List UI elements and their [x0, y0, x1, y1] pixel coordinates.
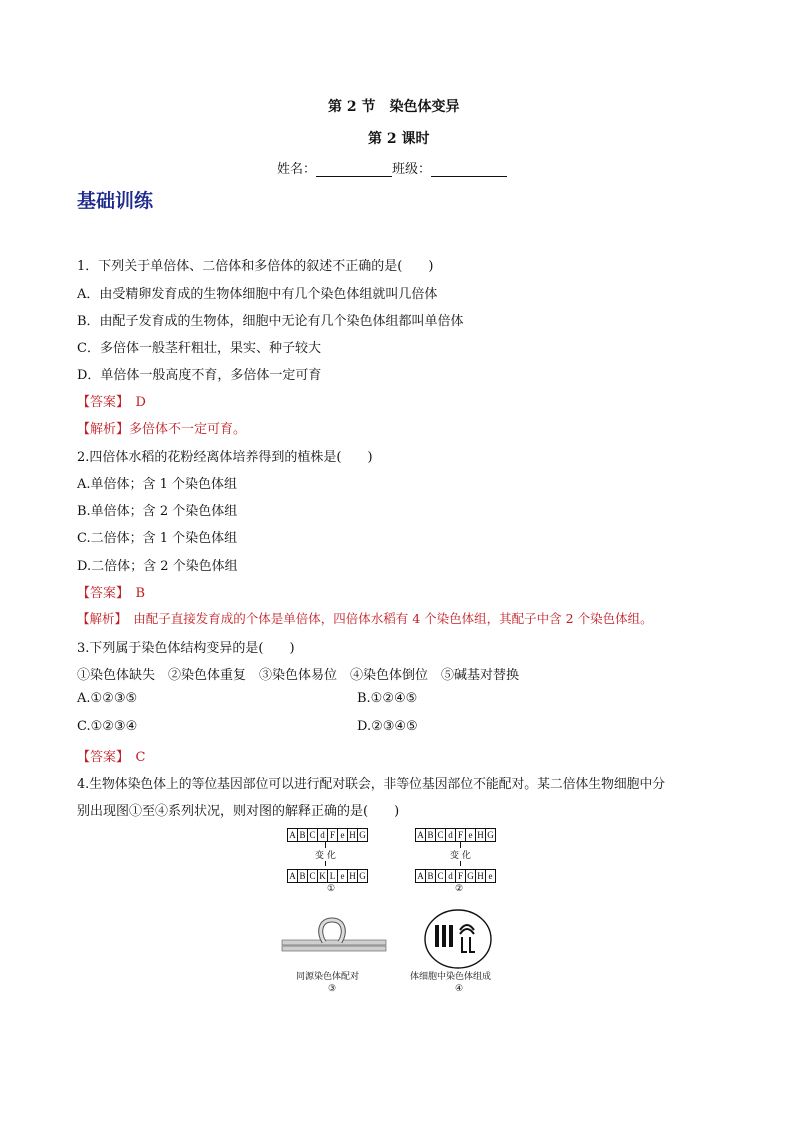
- answer-value: C: [135, 750, 146, 765]
- fig3-label: ③: [328, 984, 337, 994]
- q1-option-b: B．由配子发育成的生物体，细胞中无论有几个染色体组都叫单倍体: [77, 314, 464, 329]
- analysis-text: 由配子直接发育成的个体是单倍体，四倍体水稻有 4 个染色体组，其配子中含 2 个染色体组。: [133, 611, 653, 626]
- fig3-caption: 同源染色体配对: [296, 972, 360, 982]
- q2-option-b: B.单倍体；含 2 个染色体组: [77, 504, 238, 519]
- q2-answer: [77, 582, 145, 601]
- answer-label: 【答案】: [77, 586, 123, 601]
- q1-option-d: D．单倍体一般高度不育，多倍体一定可育: [77, 368, 322, 383]
- name-field[interactable]: [316, 163, 392, 177]
- answer-value: D: [135, 395, 146, 410]
- q3-option-b: B.①②④⑤: [357, 691, 418, 706]
- fig2-change-label: 变 化: [450, 848, 471, 861]
- class-label: 班级：: [392, 162, 432, 177]
- class-field[interactable]: [431, 163, 507, 177]
- fig2-bottom-chromosome: A B C d F G H e: [415, 869, 496, 883]
- q1-option-c: C．多倍体一般茎秆粗壮，果实、种子较大: [77, 341, 321, 356]
- q2-analysis: [77, 609, 653, 627]
- q2-option-c: C.二倍体；含 1 个染色体组: [77, 531, 238, 546]
- fig1-bottom-chromosome: A B C K L e H G: [287, 869, 368, 883]
- analysis-label: 【解析】: [77, 422, 130, 437]
- name-class-line: [277, 158, 507, 177]
- fig2-label: ②: [455, 884, 464, 894]
- fig4-caption: 体细胞中染色体组成: [410, 972, 492, 982]
- fig1-change-label: 变 化: [315, 848, 336, 861]
- q1-answer: [77, 391, 146, 410]
- q3-option-d: D.②③④⑤: [357, 719, 418, 734]
- q1-analysis: [77, 418, 246, 437]
- page-subtitle: 第 2 课时: [368, 131, 430, 147]
- answer-value: B: [135, 586, 146, 601]
- fig2-top-chromosome: A B C d F e H G: [415, 828, 496, 842]
- section-heading: 基础训练: [77, 190, 154, 212]
- q2-option-d: D.二倍体；含 2 个染色体组: [77, 559, 238, 574]
- analysis-text: 多倍体不一定可育。: [129, 422, 247, 437]
- fig1-top-chromosome: A B C d F e H G: [287, 828, 368, 842]
- q1-stem: 1．下列关于单倍体、二倍体和多倍体的叙述不正确的是( ): [77, 259, 434, 274]
- q3-stem: 3.下列属于染色体结构变异的是( ): [77, 641, 295, 656]
- page-title: 第 2 节 染色体变异: [328, 99, 460, 115]
- q3-option-c: C.①②③④: [77, 719, 138, 734]
- answer-label: 【答案】: [77, 395, 123, 410]
- q3-answer: [77, 746, 145, 765]
- q1-option-a: A．由受精卵发育成的生物体细胞中有几个染色体组就叫几倍体: [77, 287, 438, 302]
- q4-stem-line2: 别出现图①至④系列状况，则对图的解释正确的是( ): [77, 804, 400, 819]
- q2-option-a: A.单倍体；含 1 个染色体组: [77, 477, 238, 492]
- q4-figure: [280, 826, 520, 998]
- analysis-label: 【解析】: [77, 611, 121, 626]
- q3-option-a: A.①②③⑤: [77, 691, 138, 706]
- fig1-label: ①: [327, 884, 336, 894]
- fig4-label: ④: [455, 984, 464, 994]
- fig3-loop-diagram: [280, 914, 390, 962]
- name-label: 姓名：: [277, 162, 317, 177]
- answer-label: 【答案】: [77, 750, 123, 765]
- fig4-cell-diagram: [422, 908, 494, 970]
- q4-stem-line1: 4.生物体染色体上的等位基因部位可以进行配对联会，非等位基因部位不能配对。某二倍体生物细胞中分: [77, 777, 666, 792]
- q3-items: ①染色体缺失 ②染色体重复 ③染色体易位 ④染色体倒位 ⑤碱基对替换: [77, 668, 520, 683]
- q2-stem: 2.四倍体水稻的花粉经离体培养得到的植株是( ): [77, 450, 373, 465]
